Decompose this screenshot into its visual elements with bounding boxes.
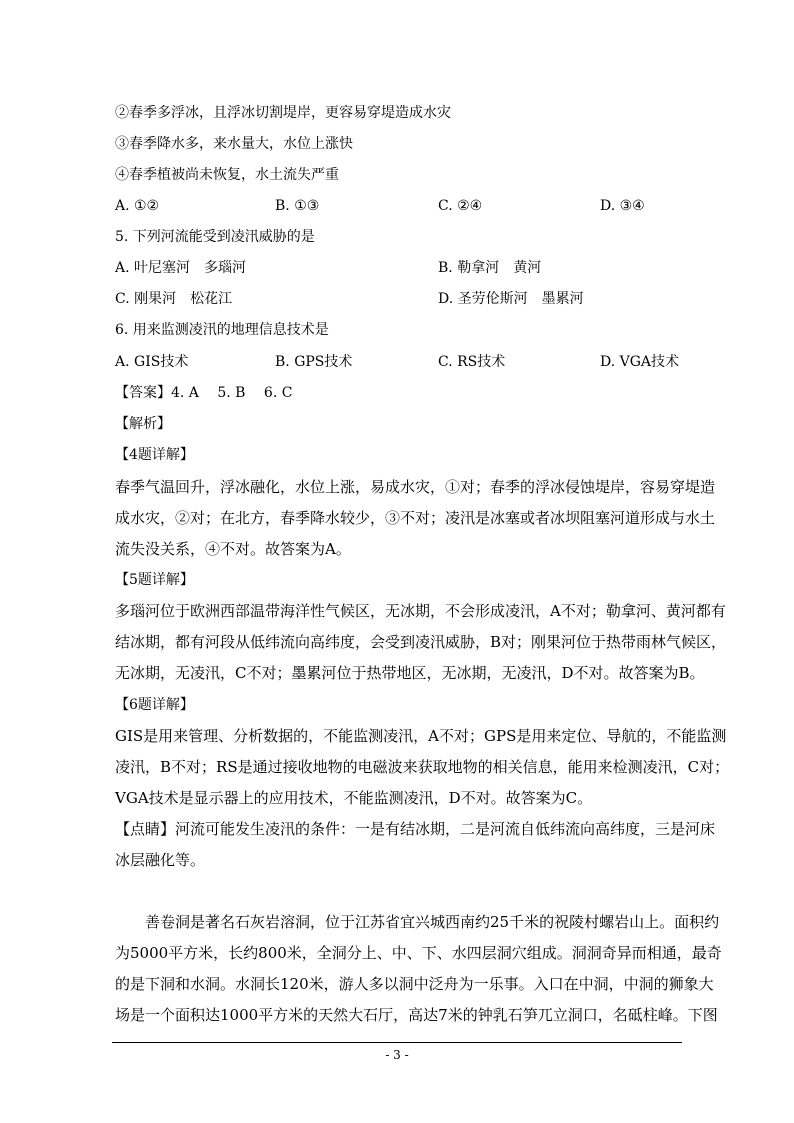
detail5-line: 多瑙河位于欧洲西部温带海洋性气候区，无冰期，不会形成凌汛，A不对；勒拿河、黄河都有: [115, 602, 726, 620]
q4-option-b: B. ①③: [275, 198, 320, 214]
q6-option-b: B. GPS技术: [275, 354, 353, 370]
detail4-line: 成水灾，②对；在北方，春季降水较少，③不对；凌汛是冰塞或者冰坝阻塞河道形成与水土: [115, 509, 716, 527]
detail4-line: 春季气温回升，浮冰融化，水位上涨，易成水灾，①对；春季的浮冰侵蚀堤岸，容易穿堤造: [115, 478, 716, 496]
q4-option-d: D. ③④: [600, 198, 645, 214]
statement-4: ④春季植被尚未恢复，水土流失严重: [115, 167, 339, 183]
footer-rule: [112, 1042, 682, 1043]
statement-2: ②春季多浮冰，且浮冰切割堤岸，更容易穿堤造成水灾: [115, 105, 451, 121]
detail5-line: 无冰期，无凌汛，C不对；墨累河位于热带地区，无冰期，无凌汛，D不对。故答案为B。: [115, 664, 705, 682]
q4-option-a: A. ①②: [115, 198, 160, 214]
passage-line: 的是下洞和水洞。水洞长120米，游人多以洞中泛舟为一乐事。入口在中洞，中洞的狮象大: [115, 975, 714, 993]
q5-stem: 5. 下列河流能受到凌汛威胁的是: [115, 229, 315, 245]
passage-line: 场是一个面积达1000平方米的天然大石厅，高达7米的钟乳石笋兀立洞口，名砥柱峰。下图: [115, 1006, 718, 1024]
analysis-heading: 【解析】: [115, 416, 171, 432]
q4-option-c: C. ②④: [438, 198, 483, 214]
detail6-line: GIS是用来管理、分析数据的，不能监测凌汛，A不对；GPS是用来定位、导航的，不能监测: [115, 727, 727, 745]
detail5-line: 结冰期，都有河段从低纬流向高纬度，会受到凌汛威胁，B对；刚果河位于热带雨林气候区，: [115, 633, 727, 651]
q6-option-c: C. RS技术: [438, 354, 506, 370]
detail4-line: 流失没关系，④不对。故答案为A。: [115, 540, 351, 558]
detail6-line: VGA技术是显示器上的应用技术，不能监测凌汛，D不对。故答案为C。: [115, 789, 593, 807]
q5-option-d: D. 圣劳伦斯河 墨累河: [438, 291, 584, 307]
detail4-heading: 【4题详解】: [115, 447, 194, 463]
passage-line: 为5000平方米，长约800米，全洞分上、中、下、水四层洞穴组成。洞洞奇异而相通，最奇: [115, 944, 722, 962]
statement-3: ③春季降水多，来水量大，水位上涨快: [115, 136, 353, 152]
q5-option-a: A. 叶尼塞河 多瑙河: [115, 260, 247, 276]
q6-stem: 6. 用来监测凌汛的地理信息技术是: [115, 322, 329, 338]
comment-line: 【点睛】河流可能发生凌汛的条件：一是有结冰期，二是河流自低纬流向高纬度，三是河床: [115, 820, 716, 838]
page-number: - 3 -: [385, 1048, 409, 1062]
passage-line: 善卷洞是著名石灰岩溶洞，位于江苏省宜兴城西南约25千米的祝陵村螺岩山上。面积约: [115, 913, 720, 931]
comment-line: 冰层融化等。: [115, 851, 206, 869]
detail5-heading: 【5题详解】: [115, 572, 194, 588]
answer-line: 【答案】4. A 5. B 6. C: [115, 385, 293, 401]
q6-option-a: A. GIS技术: [115, 354, 189, 370]
detail6-line: 凌汛，B不对；RS是通过接收地物的电磁波来获取地物的相关信息，能用来检测凌汛，C对；: [115, 758, 730, 776]
q6-option-d: D. VGA技术: [600, 354, 680, 370]
q5-option-b: B. 勒拿河 黄河: [438, 260, 542, 276]
q5-option-c: C. 刚果河 松花江: [115, 291, 233, 307]
detail6-heading: 【6题详解】: [115, 697, 194, 713]
